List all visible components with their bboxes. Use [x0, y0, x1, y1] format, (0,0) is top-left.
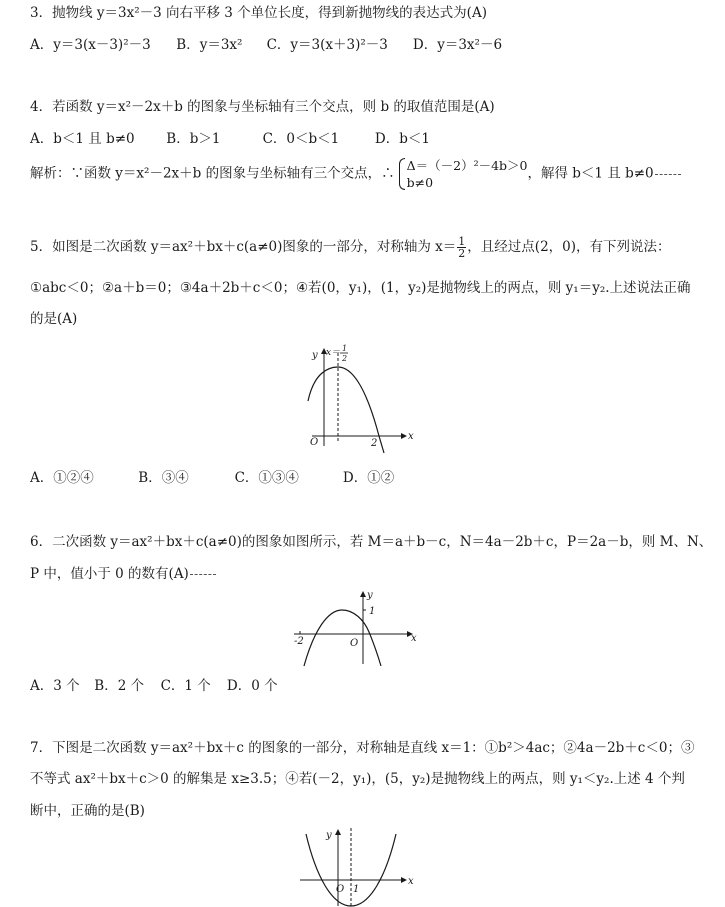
q7-stem-line3: 断中，正确的是(B): [30, 803, 145, 819]
dashed-underline: [190, 574, 216, 575]
q4-stem: 4．若函数 y＝x²－2x＋b 的图象与坐标轴有三个交点，则 b 的取值范围是(A): [30, 99, 495, 115]
q4-options: [30, 130, 430, 148]
q4-inequality-system: [397, 157, 528, 191]
q5-options: [30, 469, 394, 487]
q6-stem-line2-text: P 中，值小于 0 的数有(A): [30, 566, 189, 582]
q6-options: [30, 677, 278, 695]
q6-origin-label: O: [350, 638, 359, 649]
q7-y-label: y: [326, 830, 332, 841]
q3-option-c: C．y＝3(x＋3)²－3: [266, 37, 388, 53]
q5-axis-num: 1: [342, 344, 348, 353]
q4-option-c: C．0＜b＜1: [262, 131, 340, 147]
q4-option-d: D．b＜1: [374, 131, 430, 147]
q6-option-d: D．0 个: [226, 678, 278, 694]
q5-root-label: 2: [371, 438, 378, 449]
q6-graph: [290, 586, 420, 666]
q5-stem-part1: 5．如图是二次函数 y＝ax²＋bx＋c(a≠0)图象的一部分，对称轴为 x＝: [30, 239, 457, 255]
q5-stem-line1: [30, 236, 671, 259]
q5-axis-den: 2: [342, 354, 348, 363]
q4-analysis: [30, 157, 681, 191]
q5-origin-label: O: [310, 437, 319, 448]
q6-x-label: x: [411, 633, 417, 644]
q4-option-b: B．b＞1: [166, 131, 221, 147]
q5-stem-part2: ，且经过点(2，0)，有下列说法：: [467, 239, 671, 255]
q4-system-line2: b≠0: [406, 175, 434, 190]
q4-analysis-prefix: 解析：∵函数 y＝x²－2x＋b 的图象与坐标轴有三个交点，∴: [30, 165, 395, 182]
q6-option-b: B．2 个: [94, 678, 145, 694]
q7-origin-label: O: [336, 884, 345, 895]
dashed-underline: [655, 174, 681, 175]
q7-stem-line2: 不等式 ax²＋bx＋c＞0 的解集是 x≥3.5；④若(－2，y₁)，(5，y₂)是抛物线上的两点，则 y₁＜y₂.上述 4 个判: [30, 771, 685, 787]
q6-one-label: 1: [369, 606, 376, 617]
q5-frac-den: 2: [458, 247, 466, 260]
q5-axis-fraction: [457, 236, 466, 259]
q7-one-label: 1: [353, 884, 360, 895]
q5-stem-line3: 的是(A): [30, 311, 78, 327]
q6-parabola: [304, 610, 381, 666]
q7-graph: [296, 826, 416, 906]
q5-axis-label: x＝: [326, 348, 341, 358]
q5-y-label: y: [312, 350, 318, 361]
q4-analysis-suffix: ，解得 b＜1 且 b≠0: [527, 165, 654, 182]
q5-option-a: A．①②④: [30, 470, 94, 486]
q7-x-label: x: [408, 876, 414, 887]
q3-option-d: D．y＝3x²－6: [412, 37, 503, 53]
q4-option-a: A．b＜1 且 b≠0: [30, 131, 135, 147]
q5-graph: [300, 343, 415, 448]
q5-stem-line2: ①abc＜0；②a＋b＝0；③4a＋2b＋c＜0；④若(0，y₁)，(1，y₂)是抛物线上的两点，则 y₁＝y₂.上述说法正确: [30, 280, 691, 296]
q3-options: [30, 36, 502, 54]
q6-y-label: y: [367, 590, 373, 601]
q4-system-line1: Δ＝（－2）²－4b＞0: [406, 158, 528, 173]
q7-stem-line1: 7．下图是二次函数 y＝ax²＋bx＋c 的图象的一部分，对称轴是直线 x＝1：①b²＞4ac；②4a－2b＋c＜0；③: [30, 740, 695, 756]
q6-option-c: C．1 个: [160, 678, 211, 694]
q3-stem: 3．抛物线 y＝3x²－3 向右平移 3 个单位长度，得到新抛物线的表达式为(A): [30, 5, 487, 21]
q6-stem-line1: 6．二次函数 y＝ax²＋bx＋c(a≠0)的图象如图所示，若 M＝a＋b－c，N＝4a－2b＋c，P＝2a－b，则 M、N、: [30, 534, 713, 550]
q3-option-b: B．y＝3x²: [176, 37, 243, 53]
q3-option-a: A．y＝3(x－3)²－3: [30, 37, 151, 53]
q5-option-b: B．③④: [138, 470, 189, 486]
q5-option-d: D．①②: [342, 470, 395, 486]
q6-stem-line2: [30, 565, 216, 583]
q6-option-a: A．3 个: [30, 678, 80, 694]
q5-x-label: x: [408, 431, 414, 442]
q5-option-c: C．①③④: [234, 470, 299, 486]
q5-frac-num: 1: [458, 235, 466, 248]
q6-neg2-label: -2: [294, 636, 304, 647]
